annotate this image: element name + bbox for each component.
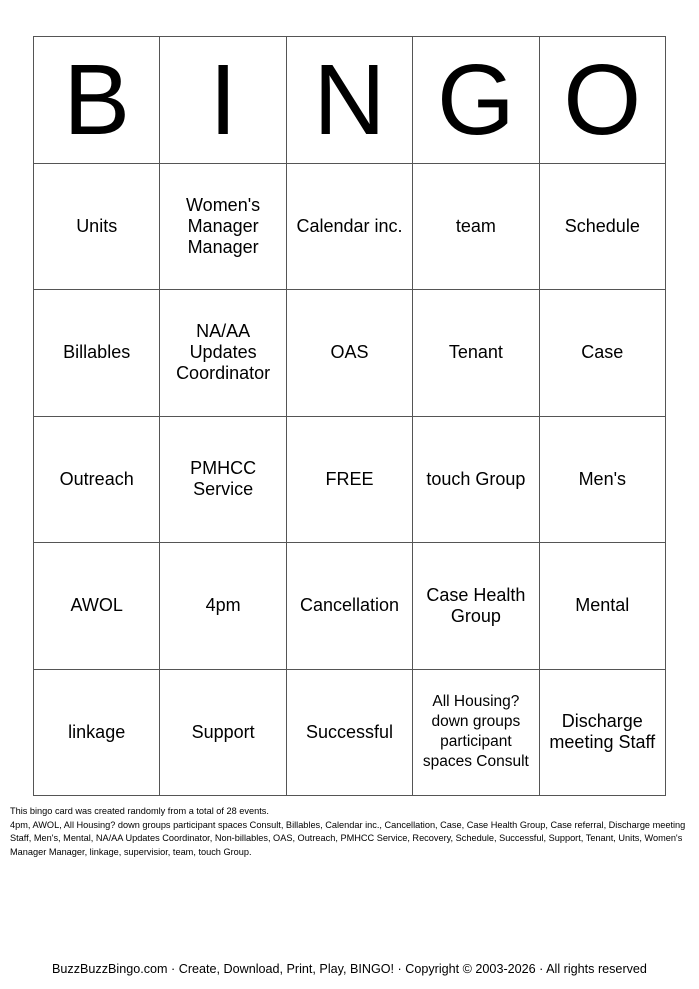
- bingo-cell: Calendar inc.: [287, 164, 413, 291]
- bingo-cell: Billables: [34, 290, 160, 417]
- bingo-cell: All Housing? down groups participant spaces Consult: [413, 670, 539, 797]
- bingo-cell: Mental: [540, 543, 666, 670]
- bingo-cell: Outreach: [34, 417, 160, 544]
- bingo-cell: Discharge meeting Staff: [540, 670, 666, 797]
- header-letter-b: B: [34, 37, 160, 164]
- bingo-cell: Successful: [287, 670, 413, 797]
- free-space-cell: FREE: [287, 417, 413, 544]
- bingo-cell: Case: [540, 290, 666, 417]
- bingo-cell: Schedule: [540, 164, 666, 291]
- description-summary: This bingo card was created randomly from a total of 28 events.: [10, 806, 269, 816]
- description-word-list: 4pm, AWOL, All Housing? down groups participant spaces Consult, Billables, Calendar inc., Cancellation, Case, Case Health Group, Case referral, Discharge meeting Staff, Men's, Mental, NA/AA Updates Coordinator, Non-billables, OAS, Outreach, PMHCC Service, Recovery, Schedule, Successful, Support, Tenant, Units, Women's Manager Manager, linkage, supervisior, team, touch Group.: [10, 819, 686, 857]
- bingo-cell: OAS: [287, 290, 413, 417]
- bingo-cell: PMHCC Service: [160, 417, 286, 544]
- bingo-cell: Case Health Group: [413, 543, 539, 670]
- bingo-cell: 4pm: [160, 543, 286, 670]
- footer-copyright: BuzzBuzzBingo.com · Create, Download, Print, Play, BINGO! · Copyright © 2003-2026 · All rights reserved: [52, 962, 647, 976]
- header-letter-o: O: [540, 37, 666, 164]
- bingo-cell: Cancellation: [287, 543, 413, 670]
- bingo-cell: AWOL: [34, 543, 160, 670]
- bingo-cell: Tenant: [413, 290, 539, 417]
- bingo-cell: team: [413, 164, 539, 291]
- bingo-cell: touch Group: [413, 417, 539, 544]
- bingo-cell: Units: [34, 164, 160, 291]
- bingo-cell: linkage: [34, 670, 160, 797]
- bingo-cell: Men's: [540, 417, 666, 544]
- header-letter-i: I: [160, 37, 286, 164]
- bingo-cell: NA/AA Updates Coordinator: [160, 290, 286, 417]
- card-description: [10, 805, 695, 859]
- header-letter-n: N: [287, 37, 413, 164]
- header-letter-g: G: [413, 37, 539, 164]
- bingo-card: [33, 36, 666, 796]
- bingo-cell: Women's Manager Manager: [160, 164, 286, 291]
- bingo-cell: Support: [160, 670, 286, 797]
